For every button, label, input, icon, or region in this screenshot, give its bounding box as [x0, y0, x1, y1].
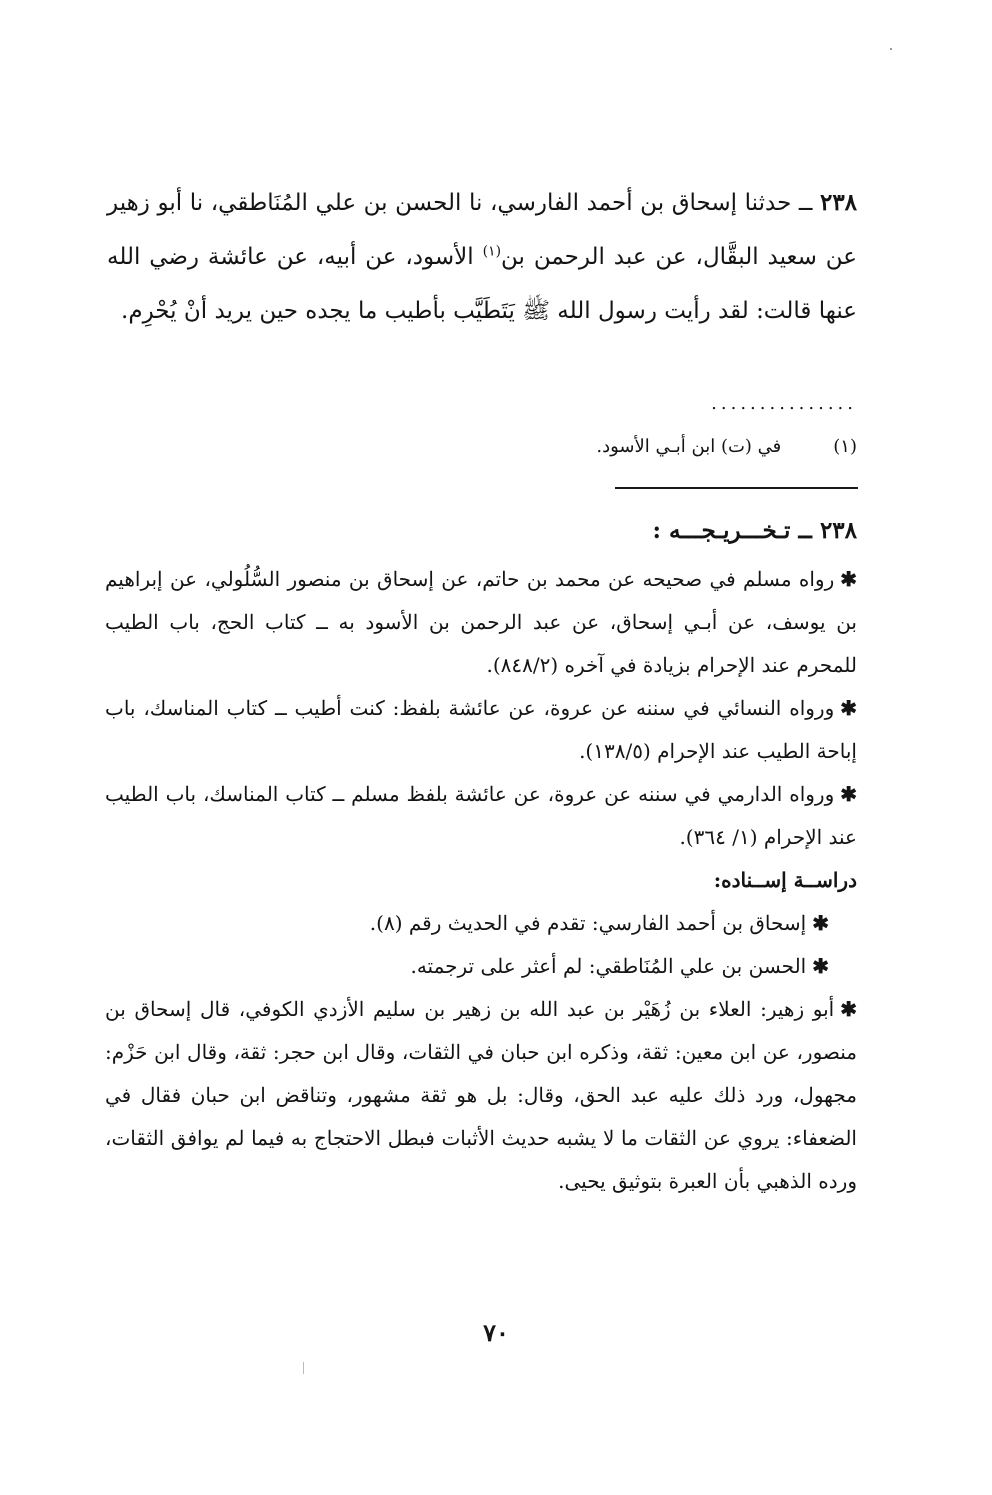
takhrij-item-text: ورواه النسائي في سننه عن عروة، عن عائشة بلفظ: كنت أطيب ــ كتاب المناسك، باب إباحة الطيب عند الإحرام (١٣٨/٥). — [105, 696, 857, 763]
footnote-marker: (١) — [482, 243, 502, 260]
hadith-line-1: ــ حدثنا إسحاق بن أحمد الفارسي، نا الحسن بن علي — [315, 190, 813, 216]
asterisk-icon: ✱ — [840, 696, 857, 720]
narrator-item — [105, 988, 857, 1203]
narrator-item — [105, 945, 857, 988]
takhrij-item — [105, 687, 857, 773]
hadith-line-3: الأسود، عن أبيه، عن عائشة رضي الله عنها قالت: لقد رأيت رسول الله ﷺ يَتَطَيَّب بأطيب ما يجده حين يريد أنْ يُحْرِم. — [107, 244, 857, 324]
scan-speck — [890, 48, 892, 50]
narrator-item-text: الحسن بن علي المُنَاطقي: لم أعثر على ترجمته. — [410, 954, 807, 978]
takhrij-body — [105, 558, 857, 1203]
scan-speck — [303, 1362, 304, 1374]
asterisk-icon: ✱ — [840, 567, 857, 591]
narrator-item — [105, 902, 857, 945]
asterisk-icon: ✱ — [840, 782, 857, 806]
asterisk-icon: ✱ — [840, 997, 857, 1021]
asterisk-icon: ✱ — [812, 911, 829, 935]
asterisk-icon: ✱ — [812, 954, 829, 978]
narrator-item-text: إسحاق بن أحمد الفارسي: تقدم في الحديث رقم (٨). — [369, 911, 807, 935]
footnote-dots: ............... — [711, 393, 857, 414]
footnote-text: في (ت) ابن أبـي الأسود. — [596, 436, 782, 457]
footnote-number: (١) — [833, 436, 857, 457]
narrator-item-text: أبو زهير: العلاء بن زُهَيْر بن عبد الله بن زهير بن سليم الأزدي الكوفي، قال إسحاق بن منصور، عن ابن معين: ثقة، وذكره ابن حبان في الثقات، وقال ابن حجر: ثقة، وقال ابن حَزْم: مجهول، ورد ذلك عليه عبد الحق، وقال: بل هو ثقة مشهور، وتناقض ابن حبان فقال في الضعفاء: يروي عن الثقات ما لا يشبه حديث الأثبات فبطل الاحتجاج به فيما لم يوافق الثقات، ورده الذهبي بأن العبرة بتوثيق يحيى. — [105, 997, 857, 1193]
dirasa-heading: دراســة إســناده: — [713, 868, 857, 892]
takhrij-item-text: رواه مسلم في صحيحه عن محمد بن حاتم، عن إسحاق بن منصور السُّلُولي، عن إبراهيم بن يوسف، عن أبـي إسحاق، عن عبد الرحمن بن الأسود به ــ كتاب الحج، باب الطيب للمحرم عند الإحرام بزيادة في آخره (٨٤٨/٢). — [105, 567, 857, 677]
footnote — [137, 432, 857, 462]
hadith-text — [107, 176, 857, 338]
takhrij-item — [105, 773, 857, 859]
hadith-line-2: المُنَاطقي، نا أبو زهير عن سعيد البقَّال، عن عبد الرحمن بن — [107, 190, 858, 270]
takhrij-heading: ٢٣٨ ــ تـخـــريـجـــه : — [652, 517, 857, 544]
takhrij-item — [105, 558, 857, 687]
takhrij-item-text: ورواه الدارمي في سننه عن عروة، عن عائشة بلفظ مسلم ــ كتاب المناسك، باب الطيب عند الإحرام (١/ ٣٦٤). — [105, 782, 857, 849]
page-number: ٧٠ — [483, 1318, 509, 1347]
section-separator — [615, 487, 858, 489]
hadith-number: ٢٣٨ — [819, 189, 858, 216]
